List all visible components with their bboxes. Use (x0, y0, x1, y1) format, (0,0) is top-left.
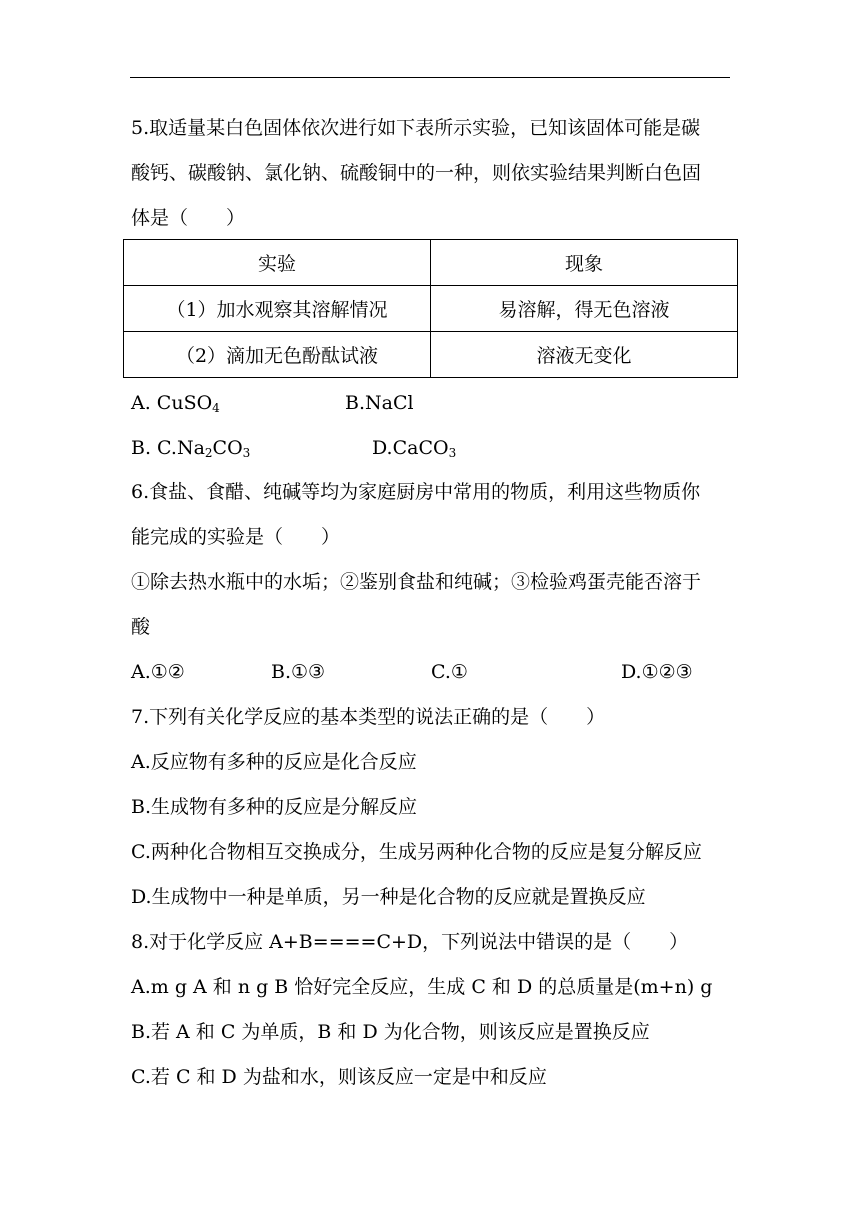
table-cell: （1）加水观察其溶解情况 (124, 286, 431, 332)
q7-option-b: B.生成物有多种的反应是分解反应 (131, 796, 418, 818)
q8-option-c: C.若 C 和 D 为盐和水，则该反应一定是中和反应 (131, 1066, 547, 1088)
q6-stem-line-2: 能完成的实验是（ ） (131, 526, 341, 548)
table-cell: （2）滴加无色酚酞试液 (124, 332, 431, 378)
experiment-table (123, 239, 738, 378)
table-header-cell: 实验 (124, 240, 431, 286)
q8-stem: 8.对于化学反应 A+B====C+D，下列说法中错误的是（ ） (131, 931, 689, 953)
q7-option-a: A.反应物有多种的反应是化合反应 (131, 751, 417, 773)
table-row (124, 286, 738, 332)
q5-option-b: B.NaCl (345, 392, 414, 414)
q5-stem-line-2: 酸钙、碳酸钠、氯化钠、硫酸铜中的一种，则依实验结果判断白色固 (131, 162, 702, 184)
q7-stem: 7.下列有关化学反应的基本类型的说法正确的是（ ） (131, 706, 606, 728)
q5-option-a: A. CuSO$_4$ (131, 392, 220, 415)
table-header-row (124, 240, 738, 286)
table-cell: 溶液无变化 (431, 332, 738, 378)
q6-stem-line-4: 酸 (131, 616, 151, 638)
q5-option-d: D.CaCO$_3$ (372, 437, 457, 460)
q8-option-a: A.m g A 和 n g B 恰好完全反应，生成 C 和 D 的总质量是(m+n) g (131, 976, 713, 998)
q6-stem-line-3: ①除去热水瓶中的水垢；②鉴别食盐和纯碱；③检验鸡蛋壳能否溶于 (131, 571, 702, 593)
q6-option-d: D.①②③ (621, 661, 693, 683)
q5-stem-line-1: 5.取适量某白色固体依次进行如下表所示实验，已知该固体可能是碳 (131, 117, 701, 139)
q6-option-b: B.①③ (271, 661, 326, 683)
q7-option-d: D.生成物中一种是单质，另一种是化合物的反应就是置换反应 (131, 886, 646, 908)
q5-stem-line-3: 体是（ ） (131, 207, 246, 229)
table-row (124, 332, 738, 378)
q6-stem-line-1: 6.食盐、食醋、纯碱等均为家庭厨房中常用的物质，利用这些物质你 (131, 481, 701, 503)
header-rule (130, 77, 730, 78)
q5-option-c: B. $C.Na_2CO_3$ (131, 437, 251, 460)
table-header-cell: 现象 (431, 240, 738, 286)
q8-option-b: B.若 A 和 C 为单质，B 和 D 为化合物，则该反应是置换反应 (131, 1021, 650, 1043)
q7-option-c: C.两种化合物相互交换成分，生成另两种化合物的反应是复分解反应 (131, 841, 702, 863)
table-cell: 易溶解，得无色溶液 (431, 286, 738, 332)
q6-option-c: C.① (431, 661, 468, 683)
q6-option-a: A.①② (131, 661, 185, 683)
